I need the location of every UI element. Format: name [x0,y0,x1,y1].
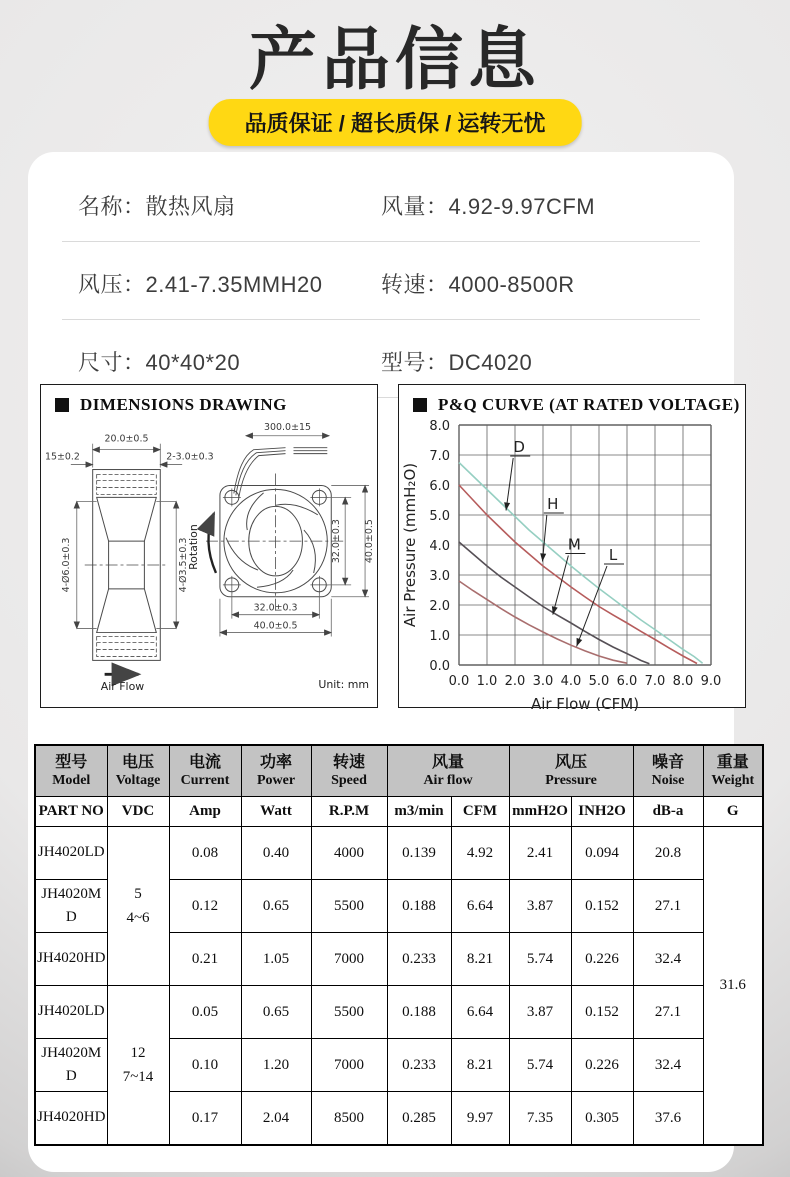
amp-cell: 0.05 [169,986,241,1039]
subcol-watt: Watt [241,797,311,827]
inh2o-cell: 0.152 [571,986,633,1039]
inh2o-cell: 0.152 [571,880,633,933]
content-card [28,152,755,1172]
quality-badge: 品质保证 / 超长质保 / 运转无忧 [209,99,582,146]
subcol-partno: PART NO [35,797,107,827]
watt-cell: 0.65 [241,880,311,933]
dimensions-panel-title: DIMENSIONS DRAWING [41,385,377,415]
dim-hole-pitch-h: 32.0±0.3 [253,602,298,614]
fan-blade [276,504,318,514]
mmh2o-cell: 5.74 [509,933,571,986]
curve-leader-line [553,556,569,615]
dim-inlet-depth: 15±0.2 [44,451,80,463]
inh2o-cell: 0.226 [571,933,633,986]
col-pressure: 风压 Pressure [509,745,633,797]
x-tick-label: 9.0 [700,674,722,689]
inh2o-cell: 0.305 [571,1092,633,1146]
dba-cell: 32.4 [633,933,703,986]
watt-cell: 1.20 [241,1039,311,1092]
subcol-cfm: CFM [451,797,509,827]
part-no-cell: JH4020MD [35,880,107,933]
dim-flange: 2-3.0±0.3 [166,451,214,463]
rpm-cell: 5500 [311,880,387,933]
cfm-cell: 6.64 [451,986,509,1039]
amp-cell: 0.17 [169,1092,241,1146]
y-tick-label: 3.0 [429,569,450,584]
watt-cell: 0.40 [241,827,311,880]
mmh2o-cell: 2.41 [509,827,571,880]
x-tick-label: 7.0 [644,674,666,689]
weight-cell: 31.6 [703,827,763,1146]
subcol-vdc: VDC [107,797,169,827]
rpm-cell: 8500 [311,1092,387,1146]
col-model: 型号 Model [35,745,107,797]
col-power: 功率 Power [241,745,311,797]
inh2o-cell: 0.094 [571,827,633,880]
air-flow-label: Air Flow [100,680,145,694]
spec-speed: 转速：4000-8500R [381,272,575,297]
dim-hole-pitch-v: 32.0±0.3 [331,519,343,564]
curve-H [459,485,697,664]
col-weight: 重量 Weight [703,745,763,797]
x-tick-label: 4.0 [560,674,582,689]
subcol-rpm: R.P.M [311,797,387,827]
dba-cell: 27.1 [633,986,703,1039]
m3-cell: 0.233 [387,933,451,986]
cfm-cell: 6.64 [451,880,509,933]
spec-row [62,164,700,242]
amp-cell: 0.21 [169,933,241,986]
pq-curve-panel [398,384,746,711]
spec-model: 型号：DC4020 [381,350,533,375]
spec-name: 名称：散热风扇 [78,194,236,219]
square-bullet-icon [413,398,427,412]
curve-leader-line [577,566,607,646]
voltage-cell: 5 4~6 [107,827,169,986]
dim-wire-length: 300.0±15 [264,421,311,433]
curve-label-L: L [608,546,618,564]
curve-arrowhead-icon [577,638,583,647]
rpm-cell: 7000 [311,1039,387,1092]
y-tick-label: 1.0 [429,629,450,644]
spec-airflow: 风量：4.92-9.97CFM [381,194,596,219]
x-tick-label: 8.0 [672,674,694,689]
y-tick-label: 5.0 [429,509,450,524]
rpm-cell: 5500 [311,986,387,1039]
y-tick-label: 6.0 [429,479,450,494]
dim-frame-height: 40.0±0.5 [364,519,375,564]
subcol-amp: Amp [169,797,241,827]
subcol-mmh2o: mmH2O [509,797,571,827]
m3-cell: 0.188 [387,986,451,1039]
rotation-label: Rotation [187,524,201,570]
cfm-cell: 9.97 [451,1092,509,1146]
spec-pressure: 风压：2.41-7.35MMH20 [78,272,323,297]
col-noise: 噪音 Noise [633,745,703,797]
part-no-cell: JH4020LD [35,827,107,880]
rpm-cell: 7000 [311,933,387,986]
subcol-m3min: m3/min [387,797,451,827]
curve-label-H: H [547,495,559,513]
x-tick-label: 1.0 [476,674,498,689]
watt-cell: 1.05 [241,933,311,986]
watt-cell: 2.04 [241,1092,311,1146]
col-voltage: 电压 Voltage [107,745,169,797]
voltage-cell: 12 7~14 [107,986,169,1146]
fan-blade [304,530,316,573]
amp-cell: 0.08 [169,827,241,880]
curve-M [459,542,649,664]
x-tick-label: 3.0 [532,674,554,689]
table-row [35,827,763,880]
y-tick-label: 7.0 [429,449,450,464]
dim-frame-width: 40.0±0.5 [253,620,298,632]
part-no-cell: JH4020LD [35,986,107,1039]
square-bullet-icon [55,398,69,412]
dba-cell: 20.8 [633,827,703,880]
spec-row [62,242,700,320]
spec-size: 尺寸：40*40*20 [78,350,241,375]
y-axis-label: Air Pressure (mmH₂O) [401,462,419,628]
mmh2o-cell: 7.35 [509,1092,571,1146]
col-speed: 转速 Speed [311,745,387,797]
part-no-cell: JH4020HD [35,1092,107,1146]
cfm-cell: 8.21 [451,933,509,986]
y-tick-label: 2.0 [429,599,450,614]
table-subheader-row [35,797,763,827]
mmh2o-cell: 3.87 [509,880,571,933]
pq-curve-panel-title: P&Q CURVE (AT RATED VOLTAGE) [399,385,745,415]
y-tick-label: 8.0 [429,419,450,434]
pq-curve-chart [399,415,743,711]
m3-cell: 0.233 [387,1039,451,1092]
unit-label: Unit: mm [318,678,370,692]
dim-holes-left: 4-Ø6.0±0.3 [60,537,72,593]
inh2o-cell: 0.226 [571,1039,633,1092]
amp-cell: 0.12 [169,880,241,933]
cfm-cell: 4.92 [451,827,509,880]
cfm-cell: 8.21 [451,1039,509,1092]
fan-dimension-drawing [41,417,375,701]
x-tick-label: 5.0 [588,674,610,689]
curve-label-D: D [513,438,525,456]
m3-cell: 0.139 [387,827,451,880]
spec-table [34,744,764,1146]
dba-cell: 32.4 [633,1039,703,1092]
page-title: 产品信息 [248,22,541,98]
watt-cell: 0.65 [241,986,311,1039]
subcol-g: G [703,797,763,827]
rpm-cell: 4000 [311,827,387,880]
curve-D [459,463,703,664]
subcol-inh2o: INH2O [571,797,633,827]
x-tick-label: 0.0 [448,674,470,689]
subcol-dba: dB-a [633,797,703,827]
rotation-arrow-icon [208,513,215,573]
part-no-cell: JH4020HD [35,933,107,986]
m3-cell: 0.188 [387,880,451,933]
y-tick-label: 4.0 [429,539,450,554]
x-tick-label: 2.0 [504,674,526,689]
amp-cell: 0.10 [169,1039,241,1092]
x-axis-label: Air Flow (CFM) [530,695,640,711]
part-no-cell: JH4020MD [35,1039,107,1092]
col-airflow: 风量 Air flow [387,745,509,797]
mmh2o-cell: 5.74 [509,1039,571,1092]
y-tick-label: 0.0 [429,659,450,674]
mmh2o-cell: 3.87 [509,986,571,1039]
table-header-row [35,745,763,797]
dim-holes-right: 4-Ø3.5±0.3 [178,537,190,593]
dim-frame-depth: 20.0±0.5 [104,433,149,445]
x-tick-label: 6.0 [616,674,638,689]
fan-blade [226,538,258,570]
spec-list [62,164,700,398]
col-current: 电流 Current [169,745,241,797]
m3-cell: 0.285 [387,1092,451,1146]
spec-table-body [35,827,763,1146]
curve-label-M: M [567,535,581,554]
dimensions-panel [40,384,378,708]
dba-cell: 37.6 [633,1092,703,1146]
dba-cell: 27.1 [633,880,703,933]
table-row [35,986,763,1039]
